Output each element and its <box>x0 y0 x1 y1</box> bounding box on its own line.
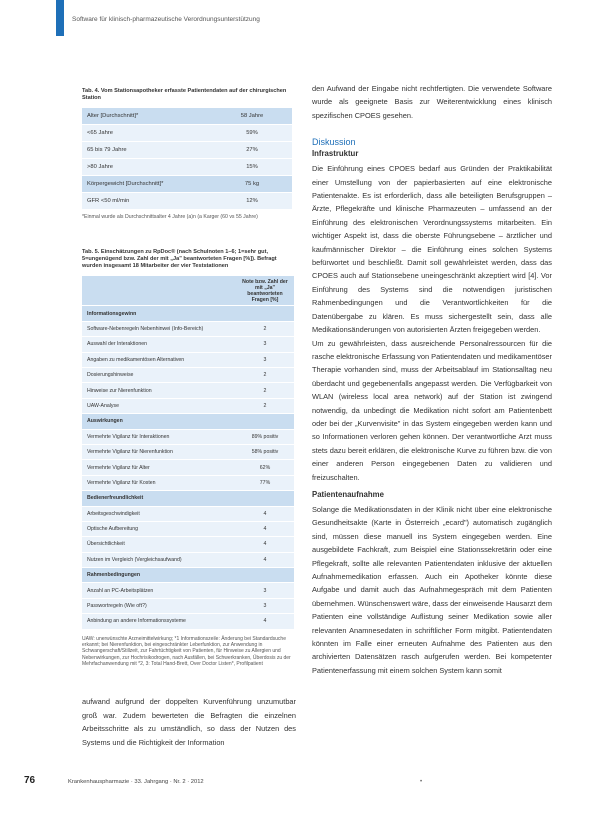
table5-section-row <box>82 568 294 583</box>
table5-row <box>82 552 294 567</box>
intro-paragraph: den Aufwand der Eingabe nicht rechtfertigten. Die verwendete Software wurde als geeignete Basis zur Weiterentwicklung eines klinisch spezifischen CPOES gesehen. <box>312 84 552 120</box>
table4-cell-label: GFR <50 ml/min <box>82 193 212 210</box>
right-column <box>312 82 552 677</box>
table4-cell-label: <65 Jahre <box>82 125 212 142</box>
table4-cell-value: 27% <box>212 142 292 159</box>
table4-cell-label: Körpergewicht [Durchschnitt]* <box>82 176 212 193</box>
table5-row <box>82 475 294 490</box>
table4-row <box>82 125 292 142</box>
table5-section-row <box>82 414 294 429</box>
table5-cell-label: Vermehrte Vigilanz für Interaktionen <box>82 429 236 444</box>
table5-cell-value: 3 <box>236 598 294 613</box>
table5-cell-value: 62% <box>236 460 294 475</box>
paragraph-admission: Solange die Medikationsdaten in der Klinik nicht über eine elektronische Gesundheitsakte (Karte in Österreich „ecard") automatisch zugänglich sind, müssen diese manuell ins System eingegeben werden. Eine ausgebildete Fachkraft, zum Beispiel eine Stationssekretärin oder eine Pflegekraft, sollte alle relevanten Patientendaten inklusive der aktuellen Aufnahmemedikation erfassen. Auch ein Apotheker könnte diese Aufgabe und damit auch das Aufnahmegespräch mit dem Patienten übernehmen. Wünschenswert wäre, dass der einweisende Hausarzt dem Patienten eine vollständige Auflistung seiner Medikation sowie aller relevanten Anamnesedaten in schriftlicher Form mitgibt. Patientendaten könnten im Falle einer erneuten Aufnahme des Patienten aus den archivierten Datensätzen rasch aufgerufen werden. Bei kompetenter Patientenerfassung mit einem solchen System kann somit <box>312 504 552 675</box>
left-column <box>82 88 296 668</box>
table5-cell-value: 77% <box>236 475 294 490</box>
table5-header-label <box>82 276 236 306</box>
table4-row <box>82 142 292 159</box>
table5-row <box>82 614 294 629</box>
table4-row <box>82 193 292 210</box>
table4-caption: Tab. 4. Vom Stationsapotheker erfasste Patientendaten auf der chirurgischen Station <box>82 88 287 101</box>
table4-cell-value: 75 kg <box>212 176 292 193</box>
table5-row <box>82 537 294 552</box>
table5-cell-value <box>236 306 294 321</box>
table5-cell-value: 4 <box>236 552 294 567</box>
table5-cell-value: 2 <box>236 383 294 398</box>
table5-row <box>82 583 294 598</box>
table5-cell-label: Anzahl an PC-Arbeitsplätzen <box>82 583 236 598</box>
table5-cell-value: 2 <box>236 398 294 413</box>
table5-cell-value <box>236 491 294 506</box>
table5-row <box>82 429 294 444</box>
left-continuation-text: aufwand aufgrund der doppelten Kurvenführung unzumutbar groß war. Zudem bewerteten die Befragten die einzelnen Arbeitsschritte als zu umständlich, so dass der Nutzen des Systems und die Richtigkeit der Information <box>82 697 296 747</box>
table5 <box>82 276 294 630</box>
table5-row <box>82 460 294 475</box>
table4-row <box>82 108 292 125</box>
table4-cell-value: 58 Jahre <box>212 108 292 125</box>
table5-cell-label: UAW-Analyse <box>82 398 236 413</box>
table5-row <box>82 398 294 413</box>
table5-row <box>82 506 294 521</box>
table5-row <box>82 337 294 352</box>
table5-cell-value: 2 <box>236 367 294 382</box>
table5-row <box>82 352 294 367</box>
table5-abbreviations: UAW: unerwünschte Arzneimittelwirkung; *1 Informationszeile: Änderung bei Standardsuche erkannt; bei Nierenfunktion, bei eingeschränkter Leberfunktion, zur Anwendung in Schwangerschaft/Stillzeit, zur Fahrtüchtigkeit von Patienten, für Hinweise zu Allergien und Nebenwirkungen, zur Hochrisikodrogen, nach Ausfällen, bei Schwerkranken, Überdosis zu der Mehrfachanwendung mit *2, 3: Total Hand-Brett, Over Doctor Listen*, Profilpatient <box>82 635 291 668</box>
table5-cell-label: Übersichtlichkeit <box>82 537 236 552</box>
table5-cell-label: Nutzen im Vergleich (Vergleichsaufwand) <box>82 552 236 567</box>
paragraph-infrastructure-2: Um zu gewährleisten, dass ausreichende Personalressourcen für die rasche elektronische Erfassung von Patientendaten und medikamentöser Therapie vorhanden sind, muss der Arbeitsablauf im Stationsalltag neu überdacht und gegebenenfalls angepasst werden. Die Verfügbarkeit von WLAN (wireless local area network) auf der Station ist zwingend notwendig, da unbedingt die Medikation nicht sofort am Patientenbett oder bei der „Kurvenvisite" in das System eingegeben werden kann und so Informationen verloren gehen können. Der verantwortliche Arzt muss stets dazu bereit erklären, die elektronische Kurve zu führen bzw. die von einer anderen Person eingegebenen Daten zu validieren und freizuschalten. <box>312 338 552 482</box>
table5-cell-label: Anbindung an andere Informationssysteme <box>82 614 236 629</box>
table5-cell-label: Rahmenbedingungen <box>82 568 236 583</box>
table5-cell-label: Vermehrte Vigilanz für Nierenfunktion <box>82 444 236 459</box>
table5-section-row <box>82 306 294 321</box>
table5-row <box>82 444 294 459</box>
table5-cell-label: Auswahl der Interaktionen <box>82 337 236 352</box>
table5-cell-label: Vermehrte Vigilanz für Alter <box>82 460 236 475</box>
table5-row <box>82 598 294 613</box>
table5-section-row <box>82 491 294 506</box>
table5-cell-value <box>236 568 294 583</box>
table5-cell-value: 89% positiv <box>236 429 294 444</box>
table4 <box>82 108 292 211</box>
table5-cell-value: 3 <box>236 337 294 352</box>
table4-cell-label: >80 Jahre <box>82 159 212 176</box>
table5-header-row <box>82 276 294 306</box>
page-number: 76 <box>24 775 36 786</box>
section-title-discussion: Diskussion <box>312 137 356 148</box>
table5-cell-label: Passwortregeln (Wie oft?) <box>82 598 236 613</box>
table5-row <box>82 383 294 398</box>
table5-cell-value: 4 <box>236 537 294 552</box>
page-footer <box>24 775 564 791</box>
table5-cell-label: Auswirkungen <box>82 414 236 429</box>
table4-cell-label: 65 bis 79 Jahre <box>82 142 212 159</box>
table4-cell-value: 15% <box>212 159 292 176</box>
section-color-tab <box>56 0 64 36</box>
table5-cell-label: Software-Nebenregeln Nebenhinwei (Info-Bereich) <box>82 321 236 336</box>
journal-citation: Krankenhauspharmazie · 33. Jahrgang · Nr. 2 · 2012 <box>68 779 204 785</box>
table5-cell-value: 3 <box>236 583 294 598</box>
table5-cell-value: 4 <box>236 614 294 629</box>
table5-cell-label: Optische Aufbereitung <box>82 521 236 536</box>
table5-header-value: Note bzw. Zahl der mit „Ja" beantworteten Fragen [%] <box>236 276 294 306</box>
footer-marker: • <box>420 779 423 785</box>
table5-row <box>82 321 294 336</box>
table4-footnote: *Einmal wurde als Durchschnittsalter 4 Jahre (a)n (a Karger (60 vs 55 Jahre) <box>82 214 258 221</box>
table5-cell-label: Dosierungshinweise <box>82 367 236 382</box>
table5-row <box>82 521 294 536</box>
table5-cell-label: Vermehrte Vigilanz für Kosten <box>82 475 236 490</box>
running-head: Software für klinisch-pharmazeutische Verordnungsunterstützung <box>72 16 260 23</box>
table4-cell-label: Alter [Durchschnitt]* <box>82 108 212 125</box>
table4-cell-value: 12% <box>212 193 292 210</box>
table5-cell-label: Informationsgewinn <box>82 306 236 321</box>
subsection-title-infrastructure: Infrastruktur <box>312 149 359 159</box>
table5-cell-value: 4 <box>236 506 294 521</box>
table5-row <box>82 367 294 382</box>
table5-cell-value: 3 <box>236 352 294 367</box>
table5-cell-value: 58% positiv <box>236 444 294 459</box>
paragraph-infrastructure-1: Die Einführung eines CPOES bedarf aus Gründen der Praktikabilität einer Umstellung von der papierbasierten auf eine elektronische Patientenakte. Es ist erforderlich, dass alle beteiligten Berufsgruppen – Ärzte, Pflegekräfte und klinische Pharmazeuten – umfassend an der Einführung des elektronischen Verordnungssystems mitarbeiten. Ein wichtiger Aspekt ist, dass die oberste Führungsebene – ärztlicher und kaufmännischer Direktor – die Einführung eines solchen Systems befürwortet und beschließt. Damit soll gewährleistet werden, dass das CPOES auch auf Stationsebene uneingeschränkt akzeptiert wird [4]. Vor Einführung des Systems sind die notwendigen juristischen Rahmenbedingungen und die Verantwortlichkeiten für die Datenübergabe zu klären. Es muss sichergestellt sein, dass alle Medikationsänderungen von autorisierten Ärzten freigegeben werden. <box>312 164 552 335</box>
table5-caption: Tab. 5. Einschätzungen zu RpDoc® (nach Schulnoten 1–6; 1=sehr gut, 5=ungenügend bzw. Zahl der mit „Ja" beantworteten Fragen [%]). Befragt wurden insgesamt 18 Mitarbeiter der vier Teststationen <box>82 248 277 269</box>
table4-row <box>82 176 292 193</box>
table4-row <box>82 159 292 176</box>
subsection-title-admission: Patientenaufnahme <box>312 489 384 499</box>
table5-cell-label: Arbeitsgeschwindigkeit <box>82 506 236 521</box>
table4-cell-value: 59% <box>212 125 292 142</box>
table5-cell-value <box>236 414 294 429</box>
table5-cell-label: Angaben zu medikamentösen Alternativen <box>82 352 236 367</box>
table5-cell-value: 4 <box>236 521 294 536</box>
table5-cell-label: Bedienerfreundlichkeit <box>82 491 236 506</box>
table5-cell-value: 2 <box>236 321 294 336</box>
table5-cell-label: Hinweise zur Nierenfunktion <box>82 383 236 398</box>
